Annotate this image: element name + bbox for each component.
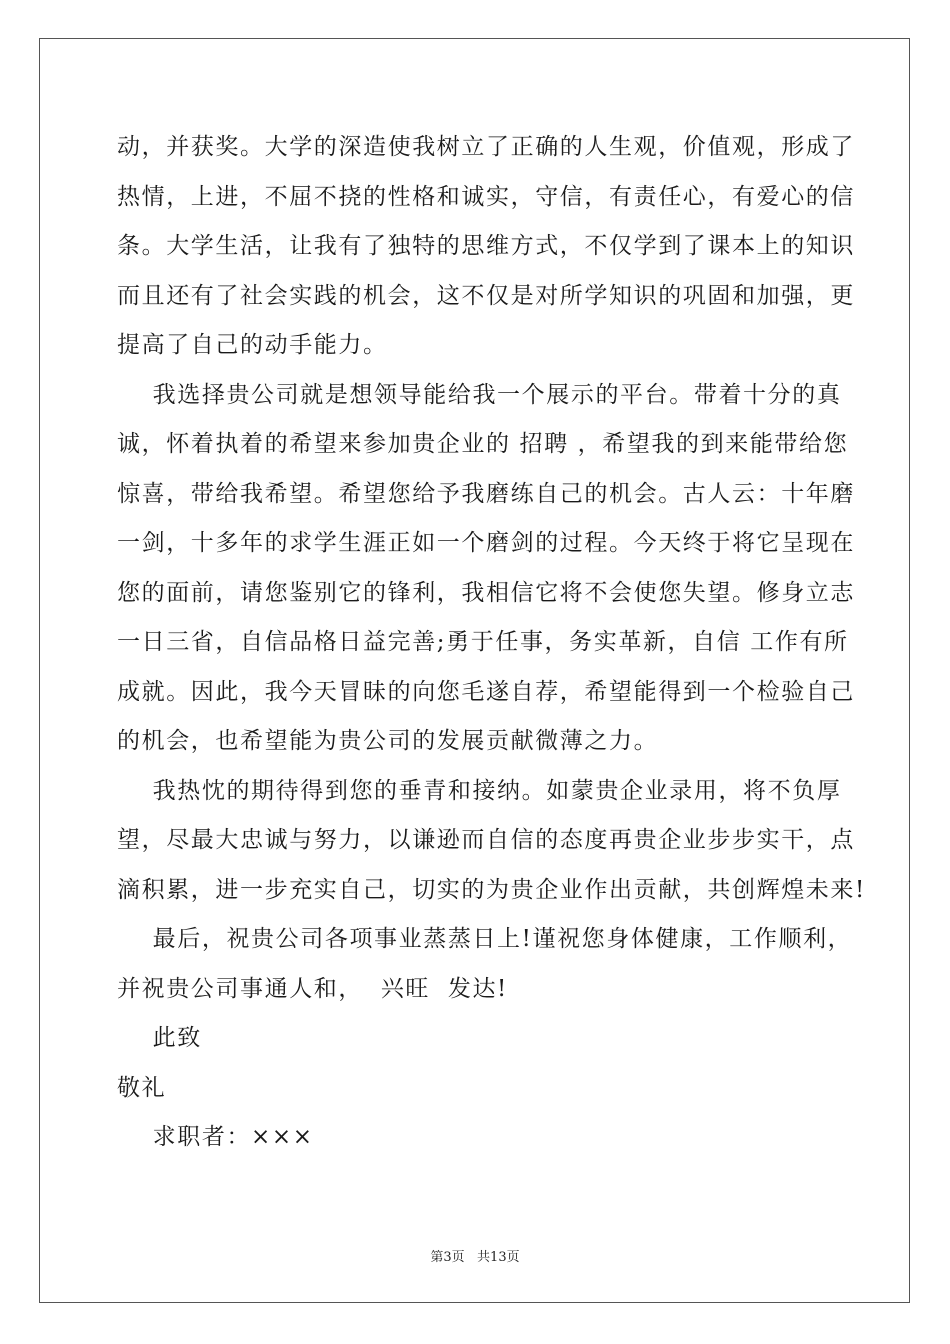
text-line: 我热忱的期待得到您的垂青和接纳。如蒙贵企业录用，将不负厚 — [117, 777, 842, 804]
text-line: 动，并获奖。大学的深造使我树立了正确的人生观，价值观，形成了 — [117, 134, 855, 160]
text-line: 您的面前，请您鉴别它的锋利，我相信它将不会使您失望。修身立志 — [117, 579, 855, 606]
paragraph-motivation — [117, 371, 855, 767]
text-line: 的机会，也希望能为贵公司的发展贡献微薄之力。 — [117, 728, 659, 754]
signature: 求职者：××× — [117, 1124, 314, 1150]
text-line: 我选择贵公司就是想领导能给我一个展示的平台。带着十分的真 — [117, 381, 842, 408]
text-line: 惊喜，带给我希望。希望您给予我磨练自己的机会。古人云：十年磨 — [117, 480, 855, 507]
text-line: 成就。因此，我今天冒昧的向您毛遂自荐，希望能得到一个检验自己 — [117, 678, 855, 705]
text-line: 并祝贵公司事通人和， 兴旺 发达! — [117, 975, 508, 1002]
text-line: 滴积累，进一步充实自己，切实的为贵企业作出贡献，共创辉煌未来! — [117, 876, 866, 903]
text-line: 诚，怀着执着的希望来参加贵企业的 招聘 ，希望我的到来能带给您 — [117, 431, 849, 457]
text-line: 条。大学生活，让我有了独特的思维方式，不仅学到了课本上的知识 — [117, 233, 855, 259]
text-line: 而且还有了社会实践的机会，这不仅是对所学知识的巩固和加强，更 — [117, 282, 855, 309]
text-line: 提高了自己的动手能力。 — [117, 332, 388, 358]
paragraph-wishes — [117, 915, 853, 1014]
page-footer: 第3页 共13页 — [430, 1250, 520, 1265]
salutation: 敬礼 — [117, 1074, 167, 1101]
text-line: 最后，祝贵公司各项事业蒸蒸日上!谨祝您身体健康，工作顺利， — [117, 926, 853, 952]
text-line: 热情，上进，不屈不挠的性格和诚实，守信，有责任心，有爱心的信 — [117, 183, 855, 210]
paragraph-education — [117, 123, 855, 371]
text-line: 一日三省，自信品格日益完善;勇于任事，务实革新，自信 工作有所 — [117, 629, 849, 655]
paragraph-expectation — [117, 767, 866, 916]
closing-phrase: 此致 — [117, 1025, 202, 1051]
text-line: 望，尽最大忠诚与努力，以谦逊而自信的态度再贵企业步步实干，点 — [117, 827, 855, 853]
text-line: 一剑，十多年的求学生涯正如一个磨剑的过程。今天终于将它呈现在 — [117, 530, 855, 556]
letter-body — [117, 123, 866, 1163]
